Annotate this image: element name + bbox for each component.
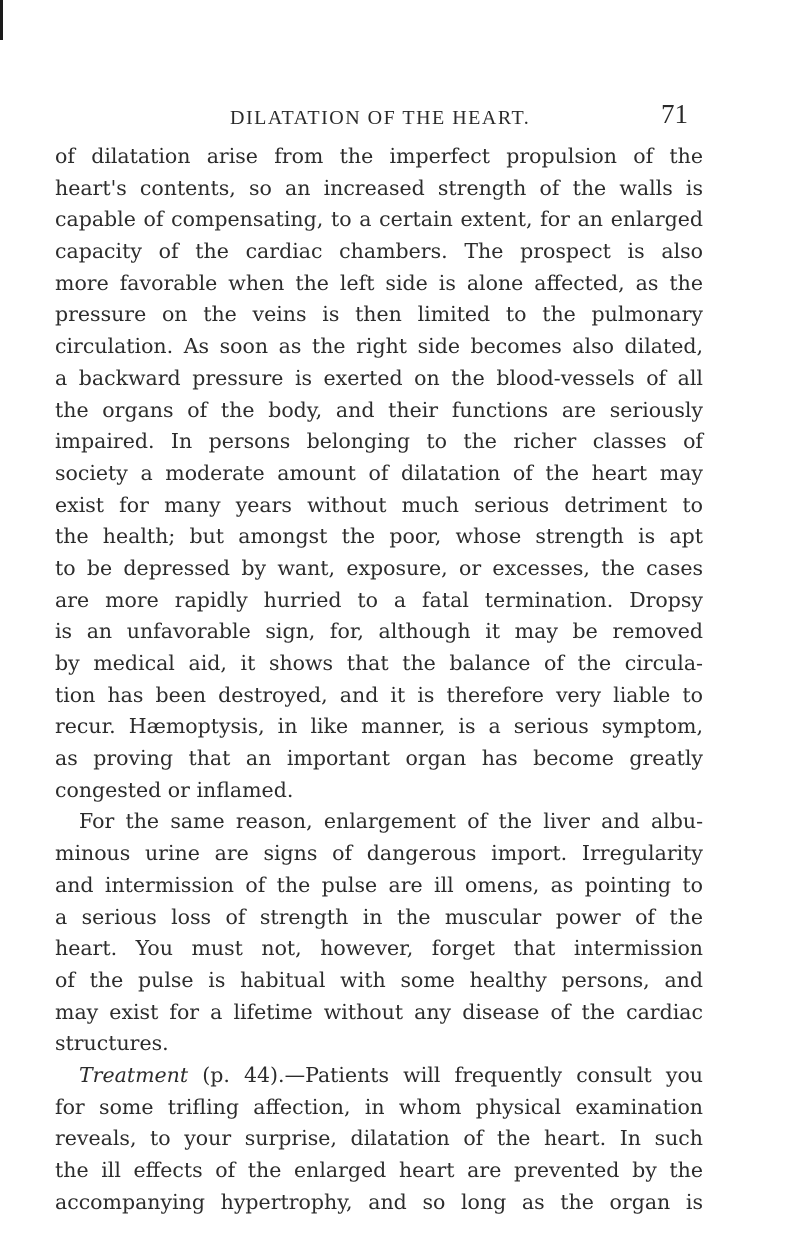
text-line: more favorable when the left side is alone affected, as the — [55, 270, 703, 295]
binding-edge — [0, 0, 3, 40]
text-line: circulation. As soon as the right side becomes also dilated, — [55, 334, 703, 359]
treatment-line — [55, 1060, 703, 1092]
text-line: capable of compensating, to a certain extent, for an enlarged — [55, 207, 703, 232]
text-line: capacity of the cardiac chambers. The prospect is also — [55, 239, 703, 264]
text-line: reveals, to your surprise, dilatation of the heart. In such — [55, 1126, 703, 1151]
text-line: minous urine are signs of dangerous import. Irregularity — [55, 841, 703, 866]
text-line: society a moderate amount of dilatation of the heart may — [55, 460, 703, 485]
body-text — [55, 141, 703, 1218]
text-line: the ill effects of the enlarged heart are prevented by the — [55, 1158, 703, 1182]
text-line: as proving that an important organ has become greatly — [55, 746, 703, 771]
text-line: accompanying hypertrophy, and so long as the organ is — [55, 1189, 703, 1214]
text-line: to be depressed by want, exposure, or excesses, the cases — [55, 555, 703, 580]
text-line: a backward pressure is exerted on the blood-vessels of all — [55, 365, 703, 390]
text-line: may exist for a lifetime without any disease of the cardiac — [55, 999, 703, 1024]
text-line: are more rapidly hurried to a fatal termination. Dropsy — [55, 587, 703, 612]
text-line: congested or inflamed. — [55, 777, 294, 802]
text-line: of the pulse is habitual with some healthy persons, and — [55, 967, 703, 992]
text-line: the organs of the body, and their functions are seriously — [55, 397, 703, 422]
text-line: recur. Hæmoptysis, in like manner, is a serious symptom, — [55, 714, 703, 739]
text-line: tion has been destroyed, and it is therefore very liable to — [55, 682, 703, 707]
treatment-line-rest: (p. 44).—Patients will frequently consult you — [188, 1062, 703, 1087]
running-head — [0, 95, 800, 129]
text-line: and intermission of the pulse are ill omens, as pointing to — [55, 872, 703, 897]
treatment-heading: Treatment — [79, 1062, 189, 1087]
running-title: DILATATION OF THE HEART. — [230, 107, 531, 129]
text-line: for some trifling affection, in whom physical examination — [55, 1094, 703, 1119]
text-line: impaired. In persons belonging to the richer classes of — [55, 429, 703, 454]
text-line: exist for many years without much serious detriment to — [55, 492, 703, 517]
text-line: by medical aid, it shows that the balance of the circula- — [55, 651, 703, 675]
text-line: of dilatation arise from the imperfect propulsion of the — [55, 144, 703, 168]
text-line: structures. — [55, 1031, 169, 1056]
text-line: For the same reason, enlargement of the liver and albu- — [79, 809, 703, 834]
text-line: heart's contents, so an increased strength of the walls is — [55, 175, 703, 200]
text-line: is an unfavorable sign, for, although it may be removed — [55, 619, 703, 644]
text-line: the health; but amongst the poor, whose strength is apt — [55, 524, 703, 549]
text-line: pressure on the veins is then limited to the pulmonary — [55, 302, 703, 327]
text-line: a serious loss of strength in the muscular power of the — [55, 904, 703, 929]
page-number: 71 — [661, 99, 688, 129]
text-line: heart. You must not, however, forget that intermission — [55, 936, 703, 961]
